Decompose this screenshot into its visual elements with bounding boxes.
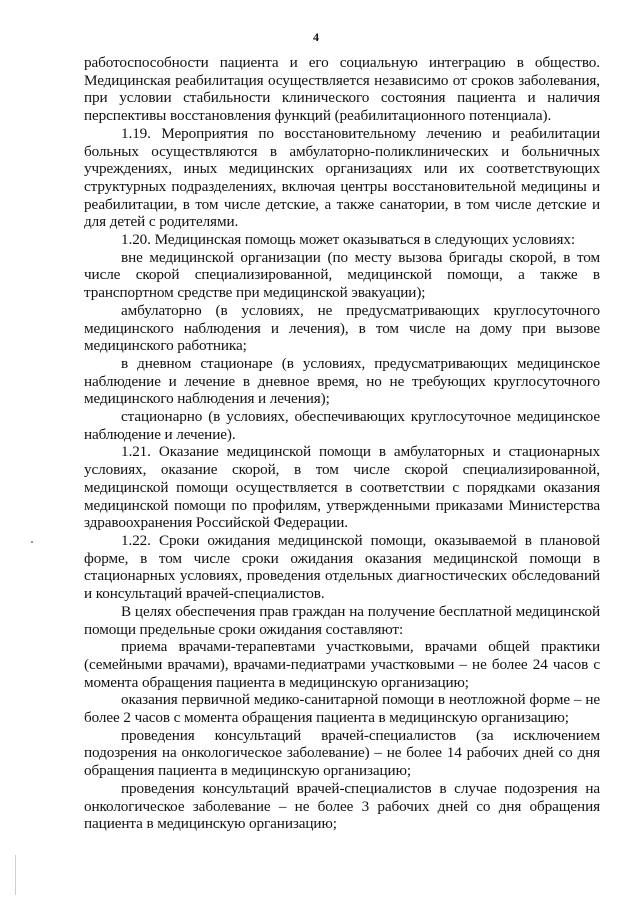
- list-item-specialist-consultation: проведения консультаций врачей-специалистов (за исключением подозрения на онкологическое заболевание) – не более 14 рабочих дней со дня обращения пациента в медицинскую организацию;: [84, 726, 600, 780]
- paragraph-1-21: 1.21. Оказание медицинской помощи в амбулаторных и стационарных условиях, оказание скорой, в том числе скорой специализированной, медицинской помощи осуществляется в соответствии с порядками оказания медицинской помощи по профилям, утвержденными приказами Министерства здравоохранения Российской Федерации.: [84, 443, 600, 532]
- scan-edge-line: [15, 855, 16, 895]
- body-text: [84, 54, 600, 833]
- paragraph-waiting-intro: В целях обеспечения прав граждан на получение бесплатной медицинской помощи предельные сроки ожидания составляют:: [84, 602, 600, 638]
- list-item-urgent-care: оказания первичной медико-санитарной помощи в неотложной форме – не более 2 часов с момента обращения пациента в медицинскую организацию;: [84, 691, 600, 727]
- paragraph-1-19: 1.19. Мероприятия по восстановительному лечению и реабилитации больных осуществляются в амбулаторно-поликлинических и больничных учреждениях, иных медицинских организациях или их соответствующих структурных подразделениях, включая центры восстановительной медицины и реабилитации, в том числе детские, а также санатории, в том числе детские и для детей с родителями.: [84, 124, 600, 231]
- paragraph-1-22: 1.22. Сроки ожидания медицинской помощи, оказываемой в плановой форме, в том числе сроки ожидания оказания медицинской помощи в стационарных условиях, проведения отдельных диагностических обследований и консультаций врачей-специалистов.: [84, 531, 600, 603]
- page-number: 4: [313, 30, 319, 44]
- paragraph-continuation: работоспособности пациента и его социальную интеграцию в общество. Медицинская реабилитация осуществляется независимо от сроков заболевания, при условии стабильности клинического состояния пациента и наличия перспективы восстановления функций (реабилитационного потенциала).: [84, 54, 600, 125]
- margin-dot: [31, 541, 33, 543]
- list-item-outpatient: амбулаторно (в условиях, не предусматривающих круглосуточного медицинского наблюдения и лечения), в том числе на дому при вызове медицинского работника;: [84, 301, 600, 355]
- list-item-day-hospital: в дневном стационаре (в условиях, предусматривающих медицинское наблюдение и лечение в дневное время, но не требующих круглосуточного медицинского наблюдения и лечения);: [84, 354, 600, 408]
- list-item-oncology-consultation: проведения консультаций врачей-специалистов в случае подозрения на онкологическое заболевание – не более 3 рабочих дней со дня обращения пациента в медицинскую организацию;: [84, 779, 600, 833]
- list-item-primary-reception: приема врачами-терапевтами участковыми, врачами общей практики (семейными врачами), врачами-педиатрами участковыми – не более 24 часов с момента обращения пациента в медицинскую организацию;: [84, 638, 600, 691]
- paragraph-1-20: 1.20. Медицинская помощь может оказываться в следующих условиях:: [121, 231, 576, 249]
- list-item-outside-organization: вне медицинской организации (по месту вызова бригады скорой, в том числе скорой специализированной, медицинской помощи, а также в транспортном средстве при медицинской эвакуации);: [84, 248, 600, 302]
- list-item-inpatient: стационарно (в условиях, обеспечивающих круглосуточное медицинское наблюдение и лечение).: [84, 408, 600, 443]
